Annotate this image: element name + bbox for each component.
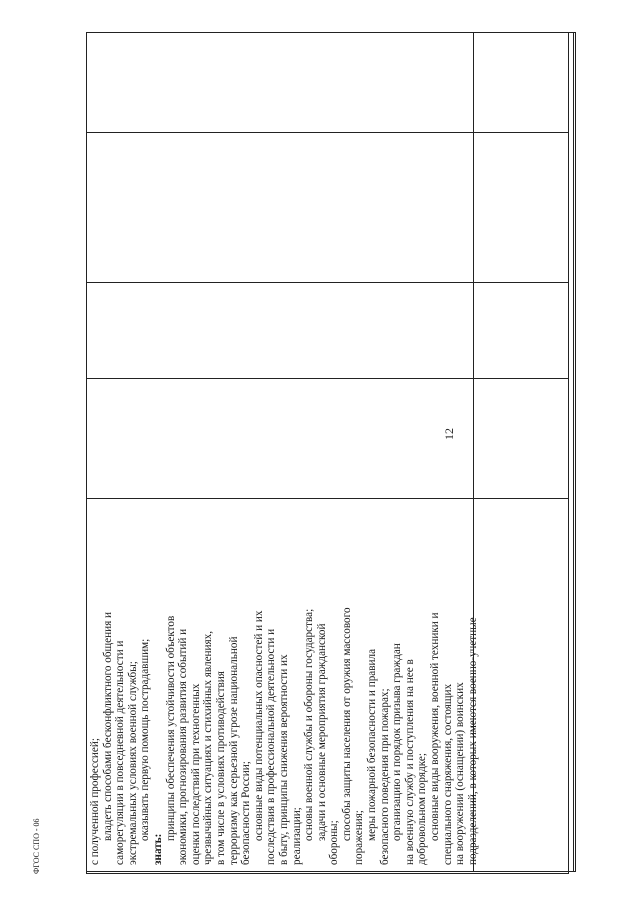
text-line: задачи и основные мероприятия гражданской (315, 623, 328, 841)
footer-code: ФГОС СПО - 06 (32, 818, 41, 874)
text-line: добровольном порядке; (416, 753, 429, 865)
text-line: экономики, прогнозирования развития событий и (177, 628, 190, 865)
table-cell-text (89, 485, 569, 865)
text-line: основные виды потенциальных опасностей и их (252, 610, 265, 841)
text-line: последствия в профессиональной деятельности и (265, 628, 278, 865)
text-line: основы военной службы и обороны государства; (303, 608, 316, 841)
text-line: способы защиты населения от оружия массового (340, 607, 353, 841)
text-line: в том числе в условиях противодействия (214, 671, 227, 865)
text-line: организацию и порядок призыва граждан (391, 643, 404, 841)
text-line: специального снаряжения, состоящих (441, 683, 454, 865)
text-line: экстремальных условиях военной службы; (126, 661, 139, 865)
text-line: меры пожарной безопасности и правила (366, 648, 379, 841)
text-line: оценки последствий при техногенных (189, 683, 202, 865)
text-line: принципы обеспечения устойчивости объектов (164, 615, 177, 841)
text-line: саморегуляции в повседневной деятельности и (114, 640, 127, 865)
text-line: безопасного поведения при пожарах; (378, 688, 391, 865)
text-line: знать: (151, 833, 164, 865)
text-line: на военную службу и поступления на нее в (403, 659, 416, 865)
text-line: обороны; (328, 820, 341, 865)
text-line: безопасности России; (240, 761, 253, 865)
competency-table (86, 32, 576, 872)
text-line: с полученной профессией; (89, 738, 101, 865)
text-line: чрезвычайных ситуациях и стихийных явлениях, (202, 630, 215, 865)
text-line: в быту, принципы снижения вероятности их (277, 654, 290, 865)
text-line: владеть способами бесконфликтного общения и (101, 611, 114, 841)
table-column-divider (573, 33, 574, 871)
text-line: основные виды вооружения, военной техники и (429, 612, 442, 841)
text-line: подразделений, в которых имеются военно-учетные (466, 617, 479, 865)
page-number: 12 (442, 428, 456, 440)
text-line: реализации; (290, 807, 303, 865)
text-line: на вооружении (оснащении) воинских (454, 682, 467, 865)
table-column-divider (473, 33, 474, 871)
text-line: оказывать первую помощь пострадавшим; (139, 638, 152, 841)
rotated-page (86, 32, 576, 872)
table-border-bottom (86, 873, 569, 874)
text-line: терроризму как серьезной угрозе национальной (227, 636, 240, 865)
text-line: поражения; (353, 810, 366, 865)
